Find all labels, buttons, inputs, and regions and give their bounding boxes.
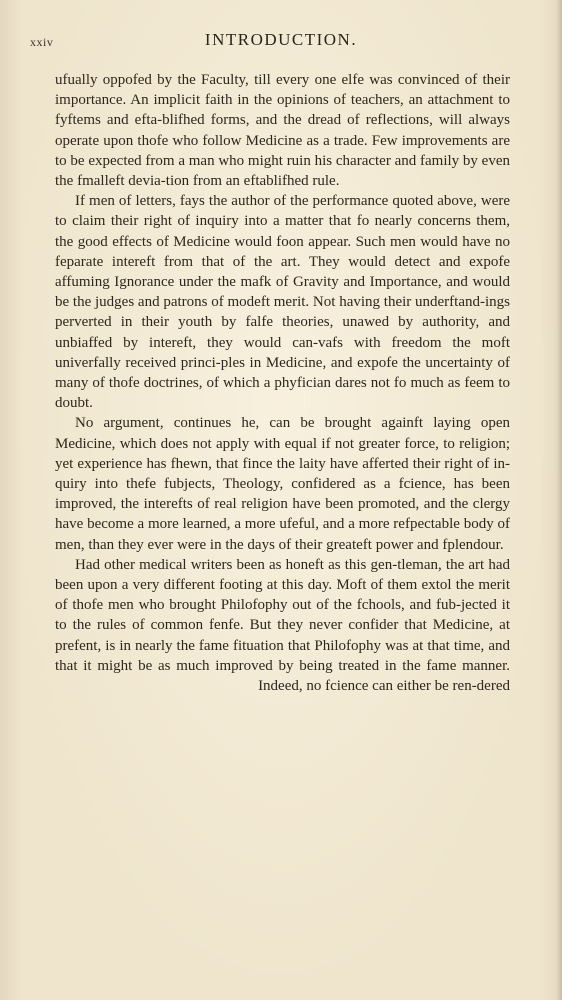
- paragraph-4: Had other medical writers been as honeft as this gen-tleman, the art had been upon a very different footing at this day. Moft of them extol the merit of thofe men who brought Philofophy out of the fchools, and fub-jected it to the rules of common fenfe. But they never confider that Medicine, at prefent, is in nearly the fame fituation that Philofophy was at that time, and that it might be as much improved by being treated in the fame manner. Indeed, no fcience can either be ren-dered: [55, 556, 510, 695]
- body-text: [55, 70, 510, 696]
- page-number: xxiv: [30, 35, 54, 49]
- paragraph-2: If men of letters, fays the author of the performance quoted above, were to claim their right of inquiry into a matter that fo nearly concerns them, the good effects of Medicine would foon appear. Such men would have no feparate intereft from that of the art. They would detect and expofe affuming Ignorance under the mafk of Gravity and Importance, and would be the judges and patrons of modeft merit. Not having their underftand-ings perverted in their youth by falfe theories, unawed by authority, and unbiaffed by intereft, they would can-vafs with freedom the moft univerfally received princi-ples in Medicine, and expofe the uncertainty of many of thofe doctrines, of which a phyfician dares not fo much as feem to doubt.: [55, 193, 510, 412]
- page-edge-shadow: [556, 0, 562, 1000]
- page-header: [30, 30, 532, 54]
- paragraph-3: No argument, continues he, can be brought againft laying open Medicine, which does not apply with equal if not greater force, to religion; yet experience has fhewn, that fince the laity have afferted their right of in-quiry into thefe fubjects, Theology, confidered as a fcience, has been improved, the interefts of real religion have been promoted, and the clergy have become a more learned, a more ufeful, and a more refpectable body of men, than they ever were in the days of their greateft power and fplendour.: [55, 415, 510, 553]
- paragraph-1: ufually oppofed by the Faculty, till every one elfe was convinced of their importance. An implicit faith in the opinions of teachers, an attachment to fyftems and efta-blifhed forms, and the dread of reflections, will always operate upon thofe who follow Medicine as a trade. Few improvements are to be expected from a man who might ruin his character and family by even the fmalleft devia-tion from an eftablifhed rule.: [55, 72, 510, 190]
- running-head-title: INTRODUCTION.: [204, 30, 358, 49]
